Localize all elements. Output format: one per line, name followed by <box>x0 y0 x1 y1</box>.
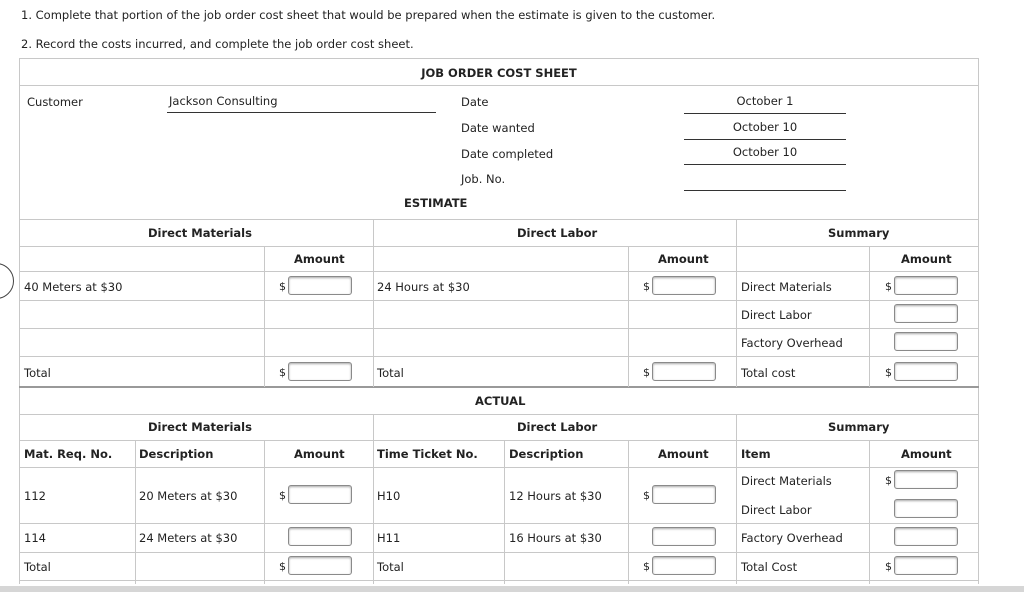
actual-title: ACTUAL <box>475 394 526 408</box>
customer-label: Customer <box>27 95 83 109</box>
col-dl-amount: Amount <box>658 447 709 461</box>
act-dm-req-2: 114 <box>24 531 46 545</box>
currency-symbol: $ <box>885 366 892 379</box>
act-dm-total-input[interactable] <box>288 556 352 575</box>
est-summary-dl-label: Direct Labor <box>741 308 812 322</box>
est-summary-amount-header: Amount <box>901 252 952 266</box>
step-marker <box>0 263 14 299</box>
act-dl-total-input[interactable] <box>652 556 716 575</box>
est-total-cost-input[interactable] <box>894 362 958 381</box>
est-dl-header: Direct Labor <box>517 226 598 240</box>
est-dl-amount-input[interactable] <box>652 276 716 295</box>
col-dm-description: Description <box>139 447 214 461</box>
act-dl-ticket-2: H11 <box>377 531 401 545</box>
instruction-1: 1. Complete that portion of the job order cost sheet that would be prepared when the estimate is given to the customer. <box>21 8 716 22</box>
act-dm-header: Direct Materials <box>148 420 252 434</box>
act-total-cost-input[interactable] <box>894 556 958 575</box>
currency-symbol: $ <box>279 489 286 502</box>
est-summary-fo-label: Factory Overhead <box>741 336 843 350</box>
est-dm-amount-input[interactable] <box>288 276 352 295</box>
act-summary-fo-input[interactable] <box>894 527 958 546</box>
est-dm-total-input[interactable] <box>288 362 352 381</box>
col-summary-amount: Amount <box>901 447 952 461</box>
col-time-ticket: Time Ticket No. <box>377 447 478 461</box>
date-wanted-label: Date wanted <box>461 121 535 135</box>
est-summary-dl-input[interactable] <box>894 304 958 323</box>
currency-symbol: $ <box>279 560 286 573</box>
sheet-title: JOB ORDER COST SHEET <box>421 66 577 80</box>
currency-symbol: $ <box>643 280 650 293</box>
col-dm-amount: Amount <box>294 447 345 461</box>
act-dl-ticket-1: H10 <box>377 489 401 503</box>
estimate-title: ESTIMATE <box>404 196 468 210</box>
est-total-cost-label: Total cost <box>741 366 796 380</box>
est-dl-item: 24 Hours at $30 <box>377 280 470 294</box>
page-bottom-edge <box>0 586 1024 592</box>
job-no-label: Job. No. <box>461 172 506 186</box>
est-summary-dm-input[interactable] <box>894 276 958 295</box>
act-summary-dl-input[interactable] <box>894 499 958 518</box>
currency-symbol: $ <box>643 560 650 573</box>
act-dl-header: Direct Labor <box>517 420 598 434</box>
act-dm-desc-2: 24 Meters at $30 <box>139 531 238 545</box>
est-dm-item: 40 Meters at $30 <box>24 280 123 294</box>
est-summary-fo-input[interactable] <box>894 332 958 351</box>
est-summary-header: Summary <box>828 226 890 240</box>
act-dl-amount-input-2[interactable] <box>652 527 716 546</box>
act-total-cost-label: Total Cost <box>741 560 798 574</box>
col-item: Item <box>741 447 771 461</box>
act-summary-header: Summary <box>828 420 890 434</box>
act-summary-fo-label: Factory Overhead <box>741 531 843 545</box>
date-label: Date <box>461 95 489 109</box>
customer-value: Jackson Consulting <box>169 94 278 108</box>
est-dm-total-label: Total <box>24 366 51 380</box>
date-completed-value: October 10 <box>732 145 798 159</box>
currency-symbol: $ <box>279 280 286 293</box>
act-summary-dl-label: Direct Labor <box>741 503 812 517</box>
currency-symbol: $ <box>885 280 892 293</box>
est-dl-total-input[interactable] <box>652 362 716 381</box>
act-summary-dm-input[interactable] <box>894 470 958 489</box>
date-value: October 1 <box>736 94 794 108</box>
instruction-2: 2. Record the costs incurred, and complete the job order cost sheet. <box>21 37 414 51</box>
est-dm-amount-header: Amount <box>294 252 345 266</box>
currency-symbol: $ <box>643 489 650 502</box>
act-dl-amount-input-1[interactable] <box>652 485 716 504</box>
act-dl-desc-1: 12 Hours at $30 <box>509 489 602 503</box>
act-summary-dm-label: Direct Materials <box>741 474 832 488</box>
est-dl-amount-header: Amount <box>658 252 709 266</box>
currency-symbol: $ <box>885 560 892 573</box>
currency-symbol: $ <box>279 366 286 379</box>
est-dl-total-label: Total <box>377 366 404 380</box>
date-completed-label: Date completed <box>461 147 554 161</box>
act-dl-total-label: Total <box>377 560 404 574</box>
currency-symbol: $ <box>643 366 650 379</box>
act-dm-req-1: 112 <box>24 489 46 503</box>
col-dl-description: Description <box>509 447 584 461</box>
col-mat-req: Mat. Req. No. <box>24 447 113 461</box>
est-summary-dm-label: Direct Materials <box>741 280 832 294</box>
act-dm-desc-1: 20 Meters at $30 <box>139 489 238 503</box>
act-dm-total-label: Total <box>24 560 51 574</box>
est-dm-header: Direct Materials <box>148 226 252 240</box>
act-dm-amount-input-2[interactable] <box>288 527 352 546</box>
currency-symbol: $ <box>885 474 892 487</box>
date-wanted-value: October 10 <box>732 120 798 134</box>
act-dm-amount-input-1[interactable] <box>288 485 352 504</box>
act-dl-desc-2: 16 Hours at $30 <box>509 531 602 545</box>
